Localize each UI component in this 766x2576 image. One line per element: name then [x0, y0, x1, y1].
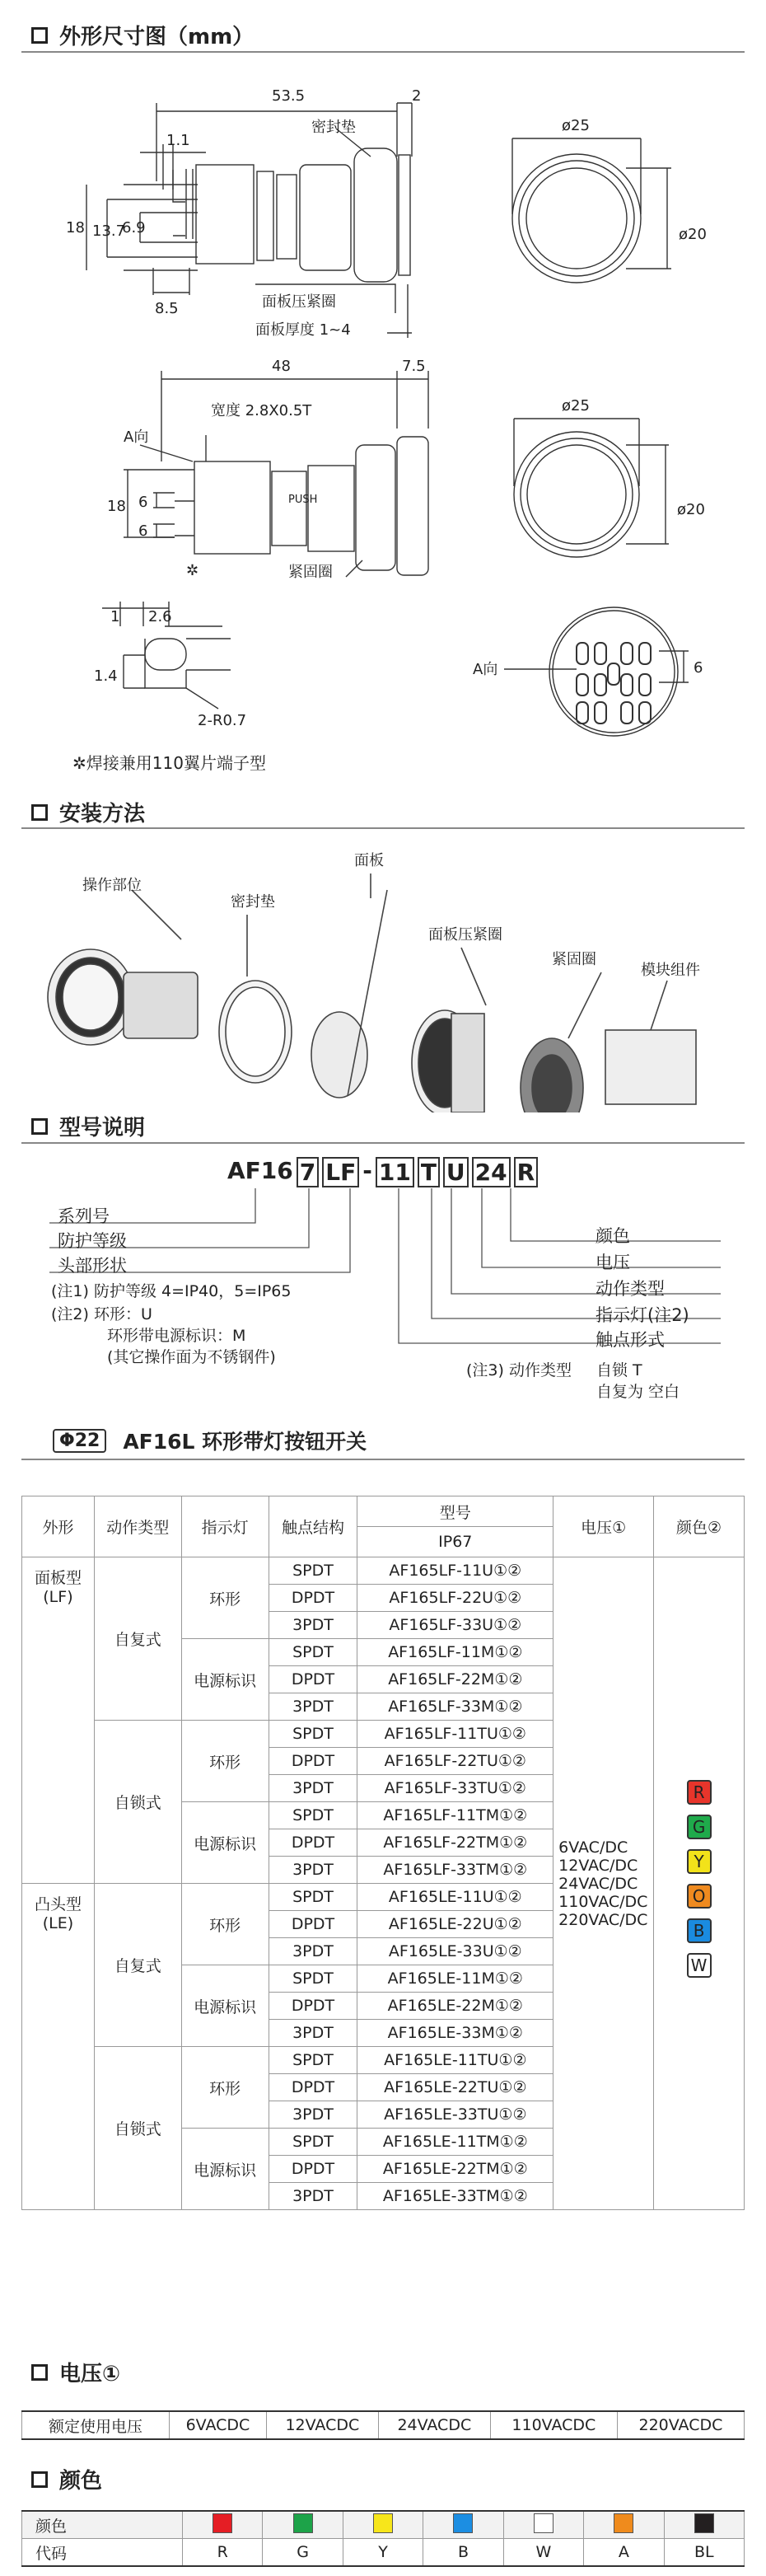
model-cell: AF165LE-33TU①②: [357, 2101, 553, 2129]
color-cell: [654, 1557, 745, 2210]
series-badge: Φ22: [53, 1429, 106, 1453]
divider: [21, 51, 745, 53]
voltage-option: 220VAC/DC: [558, 1910, 648, 1929]
dim-8-5-label: 8.5: [155, 300, 179, 317]
model-cell: AF165LF-33M①②: [357, 1693, 553, 1721]
color-table: [21, 2510, 745, 2567]
install-op-label: 操作部位: [82, 877, 142, 894]
section-marker-icon: [31, 27, 48, 44]
dim-13-7-label: 13.7: [92, 222, 126, 240]
color-swatch-cell: [263, 2511, 343, 2539]
model-label-contact: 触点形式: [596, 1330, 665, 1350]
light-cell: 电源标识: [181, 1965, 269, 2047]
model-part-protection: 7: [297, 1157, 319, 1187]
install-lock-label: 紧固圈: [552, 951, 596, 968]
section-marker-icon: [31, 2364, 48, 2381]
dim-18b-label: 18: [107, 498, 126, 515]
contact-cell: SPDT: [269, 1721, 357, 1748]
contact-cell: SPDT: [269, 1884, 357, 1911]
dim-1-4-label: 1.4: [94, 667, 118, 685]
voltage-option: 24VAC/DC: [558, 1874, 638, 1893]
header-contact: 触点结构: [269, 1496, 357, 1557]
model-cell: AF165LE-11M①②: [357, 1965, 553, 1993]
phi20-label: ø20: [679, 226, 707, 243]
shape-cell: 面板型 (LF): [22, 1557, 95, 1884]
model-label-head: 头部形状: [58, 1256, 127, 1276]
voltage-value: 220VACDC: [617, 2411, 744, 2439]
spec-table: [21, 1496, 745, 2210]
color-chip-b: B: [687, 1918, 712, 1943]
color-chip-w: W: [687, 1953, 712, 1978]
header-light: 指示灯: [181, 1496, 269, 1557]
model-cell: AF165LF-22M①②: [357, 1666, 553, 1693]
divider: [21, 1142, 745, 1144]
contact-cell: SPDT: [269, 1965, 357, 1993]
dim-6b-label: 6: [138, 522, 148, 540]
color-swatch: [534, 2513, 553, 2533]
contact-cell: DPDT: [269, 1911, 357, 1938]
color-code: G: [263, 2539, 343, 2567]
series-title: AF16L 环形带灯按钮开关: [123, 1430, 367, 1454]
light-cell: 电源标识: [181, 2129, 269, 2210]
color-chip-o: O: [687, 1884, 712, 1909]
installation-diagram: [0, 832, 766, 1112]
action-cell: 自复式: [94, 1557, 181, 1721]
voltage-cell: [553, 1557, 654, 2210]
section-title-voltage: 电压①: [31, 2357, 120, 2387]
model-part-dash: -: [362, 1157, 372, 1184]
a-direction-label: A向: [124, 429, 149, 446]
contact-cell: 3PDT: [269, 1612, 357, 1639]
color-row-label: 颜色: [22, 2511, 183, 2539]
model-code: [227, 1157, 538, 1187]
contact-cell: DPDT: [269, 1666, 357, 1693]
header-voltage: 电压①: [553, 1496, 654, 1557]
model-cell: AF165LE-22M①②: [357, 1993, 553, 2020]
model-cell: AF165LE-22U①②: [357, 1911, 553, 1938]
model-part-color: R: [514, 1157, 539, 1187]
dim-6c-label: 6: [694, 659, 703, 677]
contact-cell: DPDT: [269, 2074, 357, 2101]
model-part-series: AF16: [227, 1157, 293, 1184]
model-cell: AF165LE-33U①②: [357, 1938, 553, 1965]
model-note-2b: 环形带电源标识：M: [107, 1327, 246, 1345]
dim-1-1-label: 1.1: [166, 132, 190, 149]
contact-cell: 3PDT: [269, 2020, 357, 2047]
model-label-voltage: 电压: [596, 1253, 630, 1272]
table-row: [22, 1557, 745, 1585]
code-row-label: 代码: [22, 2539, 183, 2567]
light-cell: 环形: [181, 2047, 269, 2129]
spec-table-wrap: [21, 1496, 745, 2210]
color-swatch: [453, 2513, 473, 2533]
phi25-label: ø25: [562, 117, 590, 134]
color-swatch-cell: [664, 2511, 744, 2539]
color-swatch-cell: [584, 2511, 664, 2539]
model-cell: AF165LE-33TM①②: [357, 2183, 553, 2210]
model-part-head: LF: [322, 1157, 359, 1187]
model-cell: AF165LF-22TM①②: [357, 1829, 553, 1857]
model-note-3b: 自复为 空白: [596, 1383, 680, 1401]
color-chip-y: Y: [687, 1849, 712, 1874]
model-cell: AF165LE-11U①②: [357, 1884, 553, 1911]
divider: [21, 1459, 745, 1460]
section-title-color: 颜色: [31, 2464, 102, 2494]
color-swatch-cell: [343, 2511, 423, 2539]
header-ip: IP67: [357, 1527, 553, 1557]
contact-cell: DPDT: [269, 2156, 357, 2183]
color-swatch: [213, 2513, 232, 2533]
contact-cell: SPDT: [269, 1557, 357, 1585]
model-cell: AF165LF-33U①②: [357, 1612, 553, 1639]
contact-cell: 3PDT: [269, 1693, 357, 1721]
model-part-voltage: 24: [472, 1157, 511, 1187]
push-label: PUSH: [288, 494, 318, 506]
header-model: 型号: [357, 1496, 553, 1527]
model-part-contact: 11: [376, 1157, 414, 1187]
dim-2-6-label: 2.6: [148, 608, 172, 625]
contact-cell: 3PDT: [269, 2183, 357, 2210]
star-mark: ✲: [186, 562, 199, 579]
color-swatch: [694, 2513, 714, 2533]
color-swatch-cell: [423, 2511, 503, 2539]
dim-53-5-label: 53.5: [272, 87, 306, 105]
header-shape: 外形: [22, 1496, 95, 1557]
color-code: W: [503, 2539, 583, 2567]
model-cell: AF165LE-33M①②: [357, 2020, 553, 2047]
model-part-light: U: [443, 1157, 469, 1187]
section-title-install: 安装方法: [31, 797, 145, 827]
contact-cell: DPDT: [269, 1585, 357, 1612]
dim-48-label: 48: [272, 358, 291, 375]
seal-label: 密封垫: [311, 119, 356, 136]
contact-cell: SPDT: [269, 2129, 357, 2156]
color-code: Y: [343, 2539, 423, 2567]
color-code: A: [584, 2539, 664, 2567]
model-cell: AF165LE-11TM①②: [357, 2129, 553, 2156]
model-note-2c: (其它操作面为不锈钢件): [107, 1348, 276, 1366]
contact-cell: 3PDT: [269, 1938, 357, 1965]
model-cell: AF165LF-22U①②: [357, 1585, 553, 1612]
model-note-2: (注2) 环形：U: [51, 1305, 152, 1323]
color-swatch-cell: [183, 2511, 263, 2539]
model-cell: AF165LF-22TU①②: [357, 1748, 553, 1775]
section-marker-icon: [31, 2471, 48, 2488]
model-label-action: 动作类型: [596, 1279, 665, 1299]
contact-cell: SPDT: [269, 1802, 357, 1829]
dim-1-label: 1: [110, 608, 120, 625]
dim-18-label: 18: [66, 219, 85, 237]
color-swatch: [614, 2513, 633, 2533]
voltage-table: [21, 2410, 745, 2440]
model-label-color: 颜色: [596, 1226, 630, 1246]
contact-cell: 3PDT: [269, 1775, 357, 1802]
model-cell: AF165LF-33TU①②: [357, 1775, 553, 1802]
section-marker-icon: [31, 804, 48, 821]
install-panel-label: 面板: [354, 852, 384, 869]
phi25b-label: ø25: [562, 397, 590, 415]
color-chip-g: G: [687, 1815, 712, 1839]
section-title-model: 型号说明: [31, 1111, 145, 1141]
shape-cell: 凸头型 (LE): [22, 1884, 95, 2210]
dim-2-label: 2: [412, 87, 422, 105]
light-cell: 环形: [181, 1884, 269, 1965]
contact-cell: 3PDT: [269, 2101, 357, 2129]
light-cell: 环形: [181, 1721, 269, 1802]
light-cell: 电源标识: [181, 1802, 269, 1884]
dimension-drawings: [0, 58, 766, 775]
color-code: R: [183, 2539, 263, 2567]
dim-6-9-label: 6.9: [122, 219, 146, 237]
model-label-series: 系列号: [58, 1206, 110, 1226]
phi20b-label: ø20: [677, 501, 705, 518]
panel-thickness-label: 面板厚度 1~4: [255, 321, 351, 339]
model-part-action: T: [418, 1157, 440, 1187]
contact-cell: DPDT: [269, 1829, 357, 1857]
color-swatch: [373, 2513, 393, 2533]
panel-ring-label: 面板压紧圈: [262, 293, 336, 311]
model-note-1: (注1) 防护等级 4=IP40，5=IP65: [51, 1282, 292, 1300]
lock-ring-label: 紧固圈: [288, 564, 333, 581]
radius-label: 2-R0.7: [198, 712, 247, 729]
model-cell: AF165LE-22TM①②: [357, 2156, 553, 2183]
divider: [21, 827, 745, 829]
series-header: [53, 1426, 367, 1455]
color-code: B: [423, 2539, 503, 2567]
model-note-3a: 自锁 T: [596, 1361, 642, 1379]
voltage-value: 12VACDC: [266, 2411, 378, 2439]
model-label-protection: 防护等级: [58, 1231, 127, 1251]
voltage-label: 额定使用电压: [22, 2411, 170, 2439]
section-marker-icon: [31, 1118, 48, 1135]
model-label-light: 指示灯(注2): [596, 1305, 689, 1325]
voltage-option: 6VAC/DC: [558, 1838, 628, 1857]
contact-cell: SPDT: [269, 2047, 357, 2074]
color-swatch: [293, 2513, 313, 2533]
header-color: 颜色②: [654, 1496, 745, 1557]
model-cell: AF165LF-33TM①②: [357, 1857, 553, 1884]
contact-cell: DPDT: [269, 1993, 357, 2020]
color-swatch-cell: [503, 2511, 583, 2539]
color-code: BL: [664, 2539, 744, 2567]
header-action: 动作类型: [94, 1496, 181, 1557]
voltage-value: 6VACDC: [170, 2411, 267, 2439]
a-direction-label-2: A向: [473, 661, 498, 678]
install-ring-label: 面板压紧圈: [428, 926, 502, 944]
action-cell: 自复式: [94, 1884, 181, 2047]
install-seal-label: 密封垫: [231, 893, 275, 911]
voltage-option: 12VAC/DC: [558, 1856, 638, 1875]
section-title-dimensions: 外形尺寸图（mm）: [31, 20, 254, 50]
model-cell: AF165LE-11TU①②: [357, 2047, 553, 2074]
terminal-note: ✲焊接兼用110翼片端子型: [72, 753, 266, 773]
contact-cell: SPDT: [269, 1639, 357, 1666]
model-cell: AF165LF-11TU①②: [357, 1721, 553, 1748]
contact-cell: 3PDT: [269, 1857, 357, 1884]
install-module-label: 模块组件: [641, 962, 700, 979]
voltage-value: 110VACDC: [490, 2411, 617, 2439]
color-chip-r: R: [687, 1780, 712, 1805]
dim-6a-label: 6: [138, 494, 148, 511]
model-note-3: (注3) 动作类型: [466, 1361, 572, 1379]
contact-cell: DPDT: [269, 1748, 357, 1775]
light-cell: 环形: [181, 1557, 269, 1639]
terminal-width-label: 宽度 2.8X0.5T: [211, 402, 312, 419]
voltage-value: 24VACDC: [378, 2411, 490, 2439]
model-cell: AF165LF-11U①②: [357, 1557, 553, 1585]
model-cell: AF165LF-11M①②: [357, 1639, 553, 1666]
voltage-option: 110VAC/DC: [558, 1892, 648, 1911]
action-cell: 自锁式: [94, 1721, 181, 1884]
model-cell: AF165LE-22TU①②: [357, 2074, 553, 2101]
model-cell: AF165LF-11TM①②: [357, 1802, 553, 1829]
light-cell: 电源标识: [181, 1639, 269, 1721]
dim-7-5-label: 7.5: [402, 358, 426, 375]
action-cell: 自锁式: [94, 2047, 181, 2210]
